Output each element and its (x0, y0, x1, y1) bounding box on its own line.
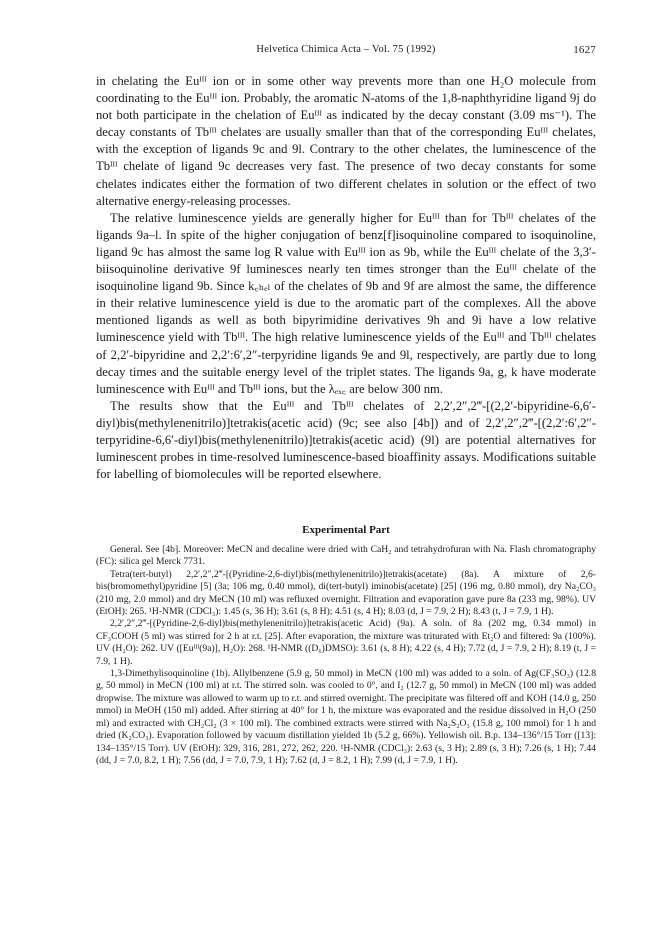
running-head (96, 44, 596, 60)
experimental-general: General. See [4b]. Moreover: MeCN and decaline were dried with CaH₂ and tetrahydrofuran with Na. Flash chromatography (FC): silica gel Merck 7731. (96, 544, 596, 568)
main-text (96, 73, 596, 483)
experimental-heading: Experimental Part (302, 524, 390, 536)
experimental-8a: Tetra(tert-butyl) 2,2′,2″,2‴-[(Pyridine-2,6-diyl)bis(methylenenitrilo)]tetrakis(acetate) (8a). A mixture of 2,6-bis(bromomethyl)pyridine [5] (3a; 106 mg, 0.40 mmol), di(tert-butyl) iminobis(acetate) [25] (196 mg, 0.80 mmol), dry Na₂CO₃ (210 mg, 2.0 mmol) and dry MeCN (10 ml) was refluxed overnight. Filtration and evaporation gave pure 8a (233 mg, 98%). UV (EtOH): 265. ¹H-NMR (CDCl₃): 1.45 (s, 36 H); 3.61 (s, 8 H); 4.51 (s, 4 H); 8.03 (d, J = 7.9, 2 H); 8.43 (t, J = 7.9, 1 H). (96, 568, 596, 618)
journal-title: Helvetica Chimica Acta – Vol. 75 (1992) (256, 44, 436, 55)
experimental-1b: 1,3-Dimethylisoquinoline (1b). Allylbenzene (5.9 g, 50 mmol) in MeCN (100 ml) was added to a soln. of Ag(CF₃SO₃) (12.8 g, 50 mmol) in MeCN (100 ml) at r.t. The stirred soln. was cooled to 0°, and I₂ (12.7 g, 50 mmol) in MeCN (100 ml) was added dropwise. The mixture was allowed to warm up to r.t. and stirred overnight. The precipitate was filtered off and KOH (14.0 g, 250 mmol) in MeOH (150 ml) added. After stirring at 40° for 1 h, the mixture was evaporated and the residue dissolved in H₂O (250 ml) and extracted with CH₂Cl₂ (3 × 100 ml). The combined extracts were stirred with Na₂S₂O₃ (15.8 g, 100 mmol) for 1 h and dried (K₂CO₃). Evaporation followed by vacuum distillation yielded 1b (5.2 g, 66%). Yellowish oil. B.p. 134–136°/15 Torr ([13]: 134–135°/15 Torr). UV (EtOH): 329, 316, 281, 272, 262, 220. ¹H-NMR (CDCl₃): 2.63 (s, 3 H); 2.89 (s, 3 H); 7.26 (s, 1 H); 7.44 (dd, J = 7.0, 8.2, 1 H); 7.56 (dd, J = 7.0, 7.9, 1 H); 7.62 (d, J = 8.2, 1 H); 7.99 (d, J = 7.9, 1 H). (96, 668, 596, 766)
paragraph-3: The results show that the Euᴵᴵᴵ and Tbᴵᴵᴵ chelates of 2,2′,2″,2‴-[(2,2′-bipyridine-6,6′-diyl)bis(methylenenitrilo)]tetrakis(acetic acid) (9c; see also [4b]) and of 2,2′,2″,2‴-[(2,2′:6′,2″-terpyridine-6,6′-diyl)bis(methylenenitrilo)]tetrakis(acetic acid) (9l) are potential alternatives for luminescent probes in time-resolved luminescence-based bioaffinity assays. Modifications suitable for labelling of biomolecules will be reported elsewhere. (96, 398, 596, 482)
page-number: 1627 (573, 44, 596, 56)
paragraph-1: in chelating the Euᴵᴵᴵ ion or in some other way prevents more than one H₂O molecule from coordinating to the Euᴵᴵᴵ ion. Probably, the aromatic N-atoms of the 1,8-naphthyridine ligand 9j do not both participate in the chelation of Euᴵᴵᴵ as indicated by the decay constant (3.09 ms⁻¹). The decay constants of Tbᴵᴵᴵ chelates are usually smaller than that of the corresponding Euᴵᴵᴵ chelates, with the exception of ligands 9c and 9l. Contrary to the other chelates, the luminescence of the Tbᴵᴵᴵ chelate of ligand 9c decreases very fast. The presence of two decay constants for some chelates indicates either the formation of two different chelates in solution or the effect of two alternative energy-releasing processes. (96, 74, 596, 208)
experimental-9a: 2,2′,2″,2‴-[(Pyridine-2,6-diyl)bis(methylenenitrilo)]tetrakis(acetic Acid) (9a). A soln. of 8a (202 mg, 0.34 mmol) in CF₃COOH (5 ml) was stirred for 2 h at r.t. [25]. After evaporation, the mixture was triturated with Et₂O and filtered: 9a (100%). UV (H₂O): 262. UV ([Euᴵᴵᴵ(9a)], H₂O): 268. ¹H-NMR ((D₆)DMSO): 3.61 (s, 8 H); 4.22 (s, 4 H); 7.72 (d, J = 7.9, 2 H); 8.19 (t, J = 7.9, 1 H). (96, 618, 596, 667)
experimental-section (96, 544, 596, 767)
paragraph-2: The relative luminescence yields are generally higher for Euᴵᴵᴵ than for Tbᴵᴵᴵ chelates of the ligands 9a–l. In spite of the higher conjugation of benz[f]isoquinoline compared to isoquinoline, ligand 9c has almost the same log R value with Euᴵᴵᴵ ion as 9b, while the Euᴵᴵᴵ chelate of the 3,3′-biisoquinoline derivative 9f luminesces nearly ten times stronger than the Euᴵᴵᴵ chelate of the isoquinoline ligand 9b. Since k꜀ₕₑₗ of the chelates of 9b and 9f are almost the same, the difference in their relative luminescence yield is due to the aromatic part of the complexes. All the above mentioned ligands as well as both bipyrimidine derivatives 9h and 9i have a low relative luminescence yield with Tbᴵᴵᴵ. The high relative luminescence yields of the Euᴵᴵᴵ and Tbᴵᴵᴵ chelates of 2,2′-bipyridine and 2,2′:6′,2″-terpyridine ligands 9e and 9l, respectively, are partly due to long decay times and the suitable energy level of the triplet states. The ligands 9a, g, k have moderate luminescence with Euᴵᴵᴵ and Tbᴵᴵᴵ ions, but the λₑₓ꜀ are below 300 nm. (96, 210, 596, 396)
